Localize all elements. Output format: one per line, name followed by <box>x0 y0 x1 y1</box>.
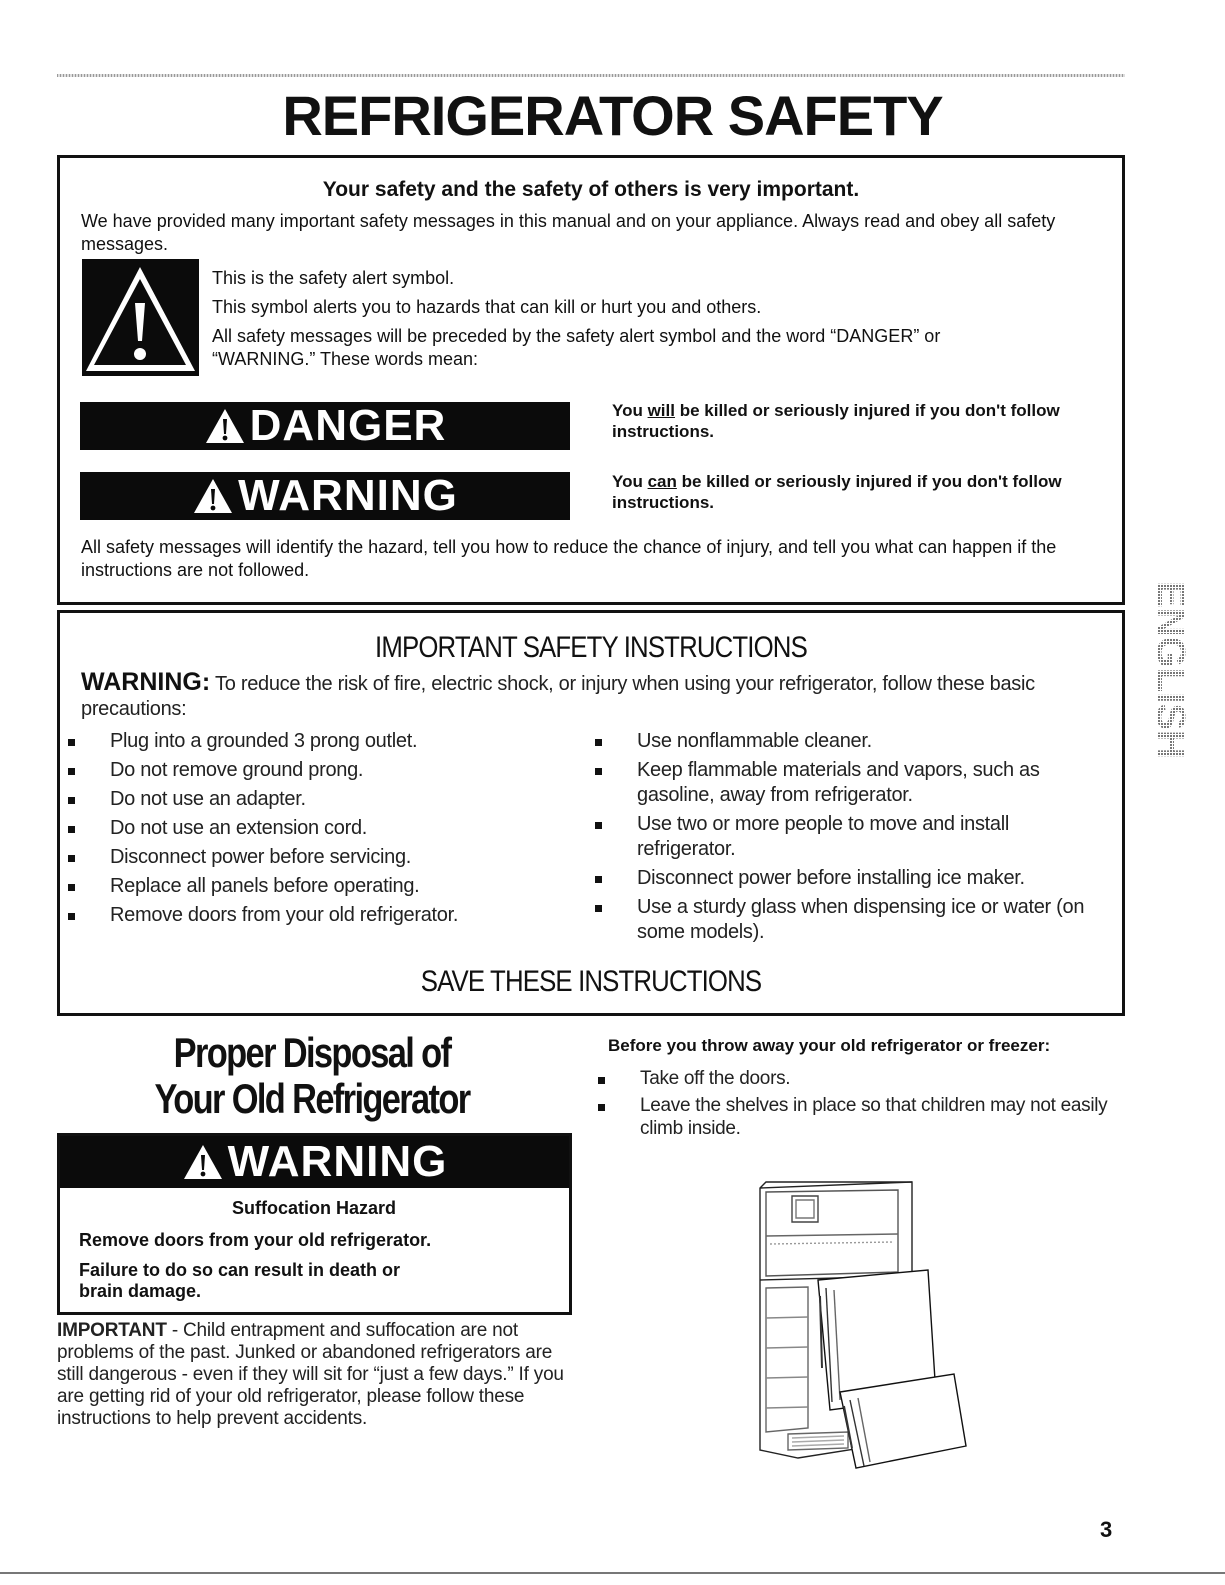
alert-symbol-explanation <box>212 267 1042 377</box>
list-item: Do not use an extension cord. <box>60 816 580 841</box>
instructions-title: IMPORTANT SAFETY INSTRUCTIONS <box>375 631 807 664</box>
warning-meaning: You can be killed or seriously injured if you don't follow instructions. <box>612 472 1062 512</box>
list-item: Plug into a grounded 3 prong outlet. <box>60 729 580 754</box>
hazard-consequence: Failure to do so can result in death or brain damage. <box>79 1260 401 1301</box>
warning-triangle-icon <box>182 1143 224 1181</box>
danger-label: DANGER <box>249 401 447 450</box>
list-item: Disconnect power before installing ice maker. <box>587 866 1097 891</box>
language-side-tab <box>1146 570 1190 770</box>
hazard-instruction: Remove doors from your old refrigerator. <box>79 1230 432 1250</box>
warning-signal-bar <box>60 1136 569 1188</box>
alert-line: This is the safety alert symbol. <box>212 268 455 288</box>
list-item: Use a sturdy glass when dispensing ice or water (on some models). <box>587 895 1097 945</box>
list-item: Take off the doors. <box>590 1067 1110 1090</box>
top-rule <box>57 74 1125 77</box>
list-item: Do not remove ground prong. <box>60 758 580 783</box>
list-item: Replace all panels before operating. <box>60 874 580 899</box>
list-item: Do not use an adapter. <box>60 787 580 812</box>
warning-triangle-icon <box>204 407 246 445</box>
instructions-warning-label: WARNING: <box>81 668 211 696</box>
warning-label: WARNING <box>227 1137 448 1186</box>
important-paragraph: IMPORTANT - Child entrapment and suffocation are not problems of the past. Junked or abandoned refrigerators are still dangerous - even if they will sit for “just a few days.” If you are getting rid of your old refrigerator, please follow these instructions to help prevent accidents. <box>57 1320 564 1429</box>
bottom-rule <box>0 1572 1225 1574</box>
safety-heading: Your safety and the safety of others is very important. <box>322 178 860 201</box>
page-number: 3 <box>1100 1517 1113 1542</box>
refrigerator-doors-removed-illustration <box>748 1178 978 1474</box>
precautions-list-left <box>60 729 580 932</box>
before-disposal-heading: Before you throw away your old refrigerator or freezer: <box>608 1036 1051 1055</box>
important-safety-instructions-box <box>57 610 1125 1016</box>
list-item: Use nonflammable cleaner. <box>587 729 1097 754</box>
save-instructions-heading: SAVE THESE INSTRUCTIONS <box>420 965 762 998</box>
precautions-list-right <box>587 729 1097 949</box>
warning-label: WARNING <box>238 471 458 520</box>
warning-emphasis: can <box>647 472 677 491</box>
before-disposal-list <box>590 1067 1110 1144</box>
warning-triangle-icon <box>192 477 234 515</box>
danger-meaning: You will be killed or seriously injured if you don't follow instructions. <box>612 401 1060 441</box>
warning-signal-bar <box>80 472 570 520</box>
alert-line: All safety messages will be preceded by the safety alert symbol and the word “DANGER” or “WARNING.” These words mean: <box>212 326 941 369</box>
important-label: IMPORTANT <box>57 1320 167 1341</box>
suffocation-warning-box <box>57 1133 572 1315</box>
page-title: REFRIGERATOR SAFETY <box>282 84 943 147</box>
list-item: Keep flammable materials and vapors, such as gasoline, away from refrigerator. <box>587 758 1097 808</box>
danger-signal-bar <box>80 402 570 450</box>
safety-intro-box <box>57 155 1125 605</box>
suffocation-warning-text <box>79 1198 549 1302</box>
list-item: Remove doors from your old refrigerator. <box>60 903 580 928</box>
list-item: Use two or more people to move and install refrigerator. <box>587 812 1097 862</box>
list-item: Disconnect power before servicing. <box>60 845 580 870</box>
side-tab-label: ENGLISH <box>1148 581 1190 759</box>
alert-line: This symbol alerts you to hazards that can kill or hurt you and others. <box>212 297 762 317</box>
danger-emphasis: will <box>647 401 675 420</box>
safety-alert-symbol-icon <box>82 259 199 376</box>
safety-intro-text: We have provided many important safety messages in this manual and on your appliance. Always read and obey all safety messages. <box>81 211 1056 254</box>
list-item: Leave the shelves in place so that children may not easily climb inside. <box>590 1094 1110 1140</box>
instructions-warning: WARNING: To reduce the risk of fire, electric shock, or injury when using your refrigerator, follow these basic precautions: <box>81 668 1035 720</box>
hazard-name: Suffocation Hazard <box>231 1198 396 1218</box>
disposal-title <box>103 1030 521 1122</box>
disposal-title-line: Proper Disposal of <box>173 1029 451 1076</box>
safety-footer-text: All safety messages will identify the hazard, tell you how to reduce the chance of injury, and tell you what can happen if the instructions are not followed. <box>81 537 1057 580</box>
disposal-title-line: Your Old Refrigerator <box>154 1075 470 1122</box>
